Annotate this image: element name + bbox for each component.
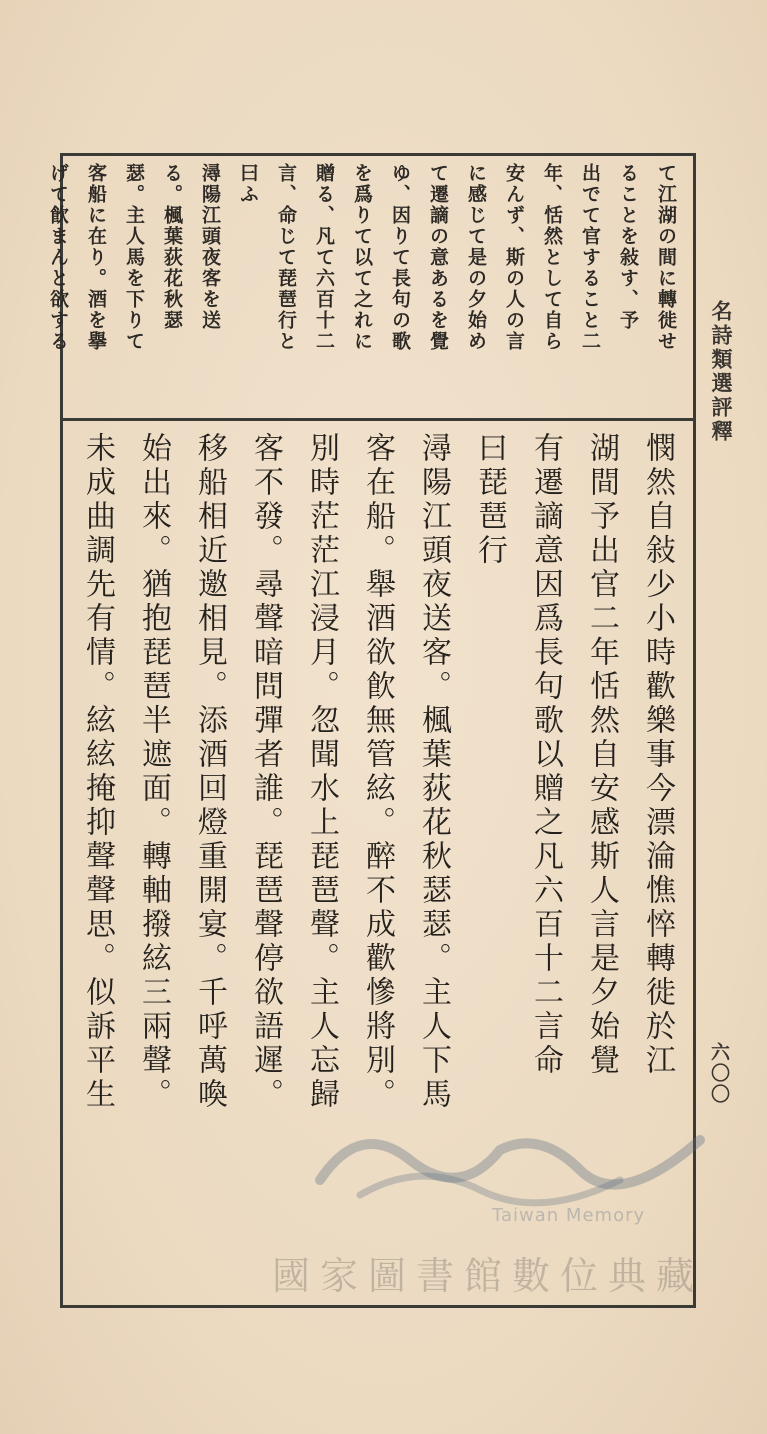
japanese-reading-section: [47, 163, 685, 411]
verse-column: 客在船。舉酒欲飮無管絃。醉不成歡慘將別。: [360, 432, 395, 1112]
verse-column: 湖間予出官二年恬然自安感斯人言是夕始覺: [584, 432, 619, 1078]
kana-column: 客船に在り。酒を擧: [85, 163, 107, 352]
running-header-title: 名詩類選評釋: [709, 300, 734, 444]
kana-column: ゆ、因りて長句の歌: [389, 163, 411, 352]
kana-column: げて飮まんと欲する: [47, 163, 69, 352]
verse-column: 未成曲調先有情。絃絃掩抑聲聲思。似訴平生: [80, 432, 115, 1112]
kana-column: 潯陽江頭夜客を送: [199, 163, 221, 331]
verse-column: 曰琵琶行: [472, 432, 507, 568]
kana-column: 安んず、斯の人の言: [503, 163, 525, 352]
kana-column: 年、恬然として自ら: [541, 163, 563, 352]
kana-column: て江湖の間に轉徙せ: [655, 163, 677, 352]
kana-column: 言、命じて琵琶行と: [275, 163, 297, 352]
frame-divider: [62, 418, 694, 421]
watermark-subtext: Taiwan Memory: [492, 1205, 646, 1226]
kana-column: る。楓葉荻花秋瑟: [161, 163, 183, 331]
verse-column: 有遷謫意因爲長句歌以贈之凡六百十二言命: [528, 432, 563, 1078]
verse-column: 始出來。猶抱琵琶半遮面。轉軸撥絃三兩聲。: [136, 432, 171, 1112]
verse-column: 潯陽江頭夜送客。楓葉荻花秋瑟瑟。主人下馬: [416, 432, 451, 1112]
kana-column: ることを敍す、予: [617, 163, 639, 331]
verse-column: 移船相近邀相見。添酒回燈重開宴。千呼萬喚: [192, 432, 227, 1112]
kana-column: 出でて官すること二: [579, 163, 601, 352]
kana-column: に感じて是の夕始め: [465, 163, 487, 352]
verse-column: 客不發。尋聲暗問彈者誰。琵琶聲停欲語遲。: [248, 432, 283, 1112]
watermark-text: 國家圖書館數位典藏: [272, 1254, 705, 1298]
kana-column: 曰ふ: [237, 163, 259, 205]
kana-column: て遷謫の意あるを覺: [427, 163, 449, 352]
kana-column: 贈る、凡て六百十二: [313, 163, 335, 352]
verse-column: 別時茫茫江浸月。忽聞水上琵琶聲。主人忘歸: [304, 432, 339, 1112]
kana-column: を爲りて以て之れに: [351, 163, 373, 352]
kana-column: 瑟。主人馬を下りて: [123, 163, 145, 352]
page-number: 六〇〇: [708, 1042, 730, 1105]
library-logo-watermark: [300, 1100, 720, 1210]
verse-column: 憫然自敍少小時歡樂事今漂淪憔悴轉徙於江: [640, 432, 675, 1078]
